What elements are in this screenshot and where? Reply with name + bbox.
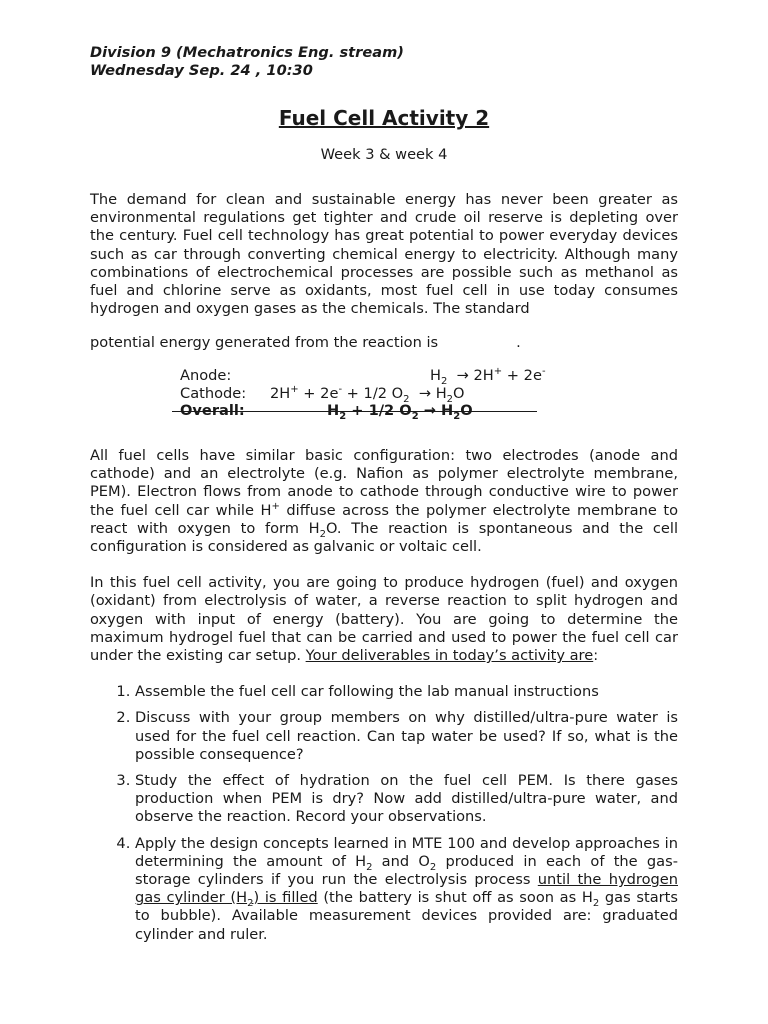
list-item: 3. Study the effect of hydration on the fuel cell PEM. Is there gases production when PEM is dry? Now add distilled/ultra-pure water, and observe the reaction. Record your observations.	[135, 772, 678, 827]
page-title: Fuel Cell Activity 2	[278, 106, 490, 130]
document-page	[90, 44, 678, 952]
activity-paragraph: In this fuel cell activity, you are going to produce hydrogen (fuel) and oxygen (oxidant) from electrolysis of water, a reverse reaction to split hydrogen and oxygen with input of energy (battery). You are going to determine the maximum hydrogel fuel that can be carried and used to power the fuel cell car under the existing car setup. Your deliverables in today’s activity are:	[90, 574, 678, 665]
deliverables-list	[90, 683, 678, 944]
configuration-paragraph: All fuel cells have similar basic configuration: two electrodes (anode and cathode) and an electrolyte (e.g. Nafion as polymer electrolyte membrane, PEM). Electron flows from anode to cathode through conductive wire to power the fuel cell car while H+ diffuse across the polymer electrolyte membrane to react with oxygen to form $H_2O$. The reaction is spontaneous and the cell configuration is considered as galvanic or voltaic cell.	[90, 447, 679, 556]
cathode-equation: 2H+ + 2e- + 1/2 $O_2 \to H_2O$	[270, 384, 465, 405]
reaction-equations: Anode: $H_2 \to 2H^+ + 2e^-$ Cathode: 2H+ + 2e- + 1/2 $O_2 \to H_2O$ Overall: $H_2 + 1/2$ $O_2 \to H_2O$	[180, 367, 580, 417]
intro-paragraph-continued: potential energy generated from the reaction is .	[90, 334, 521, 352]
list-item: 1. Assemble the fuel cell car following the lab manual instructions	[135, 683, 678, 701]
overall-equation: $H_2 + 1/2$ $O_2 \to H_2O$	[327, 402, 473, 422]
date-line: Wednesday Sep. 24 , 10:30	[90, 62, 313, 79]
page-subtitle: Week 3 & week 4	[320, 146, 448, 163]
anode-equation: $H_2 \to 2H^+ + 2e^-$	[430, 366, 546, 387]
deliverables-heading: Your deliverables in today’s activity are	[305, 647, 594, 665]
strikethrough-line	[172, 411, 537, 412]
list-item: 4. Apply the design concepts learned in MTE 100 and develop approaches in determining the amount of $H_2$ and $O_2$ produced in each of the gas-storage cylinders if you run the electrolysis process until the hydrogen gas cylinder $(H_2)$ is filled (the battery is shut off as soon as $H_2$ gas starts to bubble). Available measurement devices provided are: graduated cylinder and ruler.	[135, 835, 678, 944]
intro-paragraph: The demand for clean and sustainable energy has never been greater as environmental regulations get tighter and crude oil reserve is depleting over the century. Fuel cell technology has great potential to power everyday devices such as car through converting chemical energy to electricity. Although many combinations of electrochemical processes are possible such as methanol as fuel and chlorine serve as oxidants, most fuel cell in use today consumes hydrogen and oxygen gases as the chemicals. The standard	[90, 191, 678, 318]
list-item: 2. Discuss with your group members on why distilled/ultra-pure water is used for the fuel cell reaction. Can tap water be used? If so, what is the possible consequence?	[135, 709, 678, 764]
division-line: Division 9 (Mechatronics Eng. stream)	[90, 44, 404, 61]
